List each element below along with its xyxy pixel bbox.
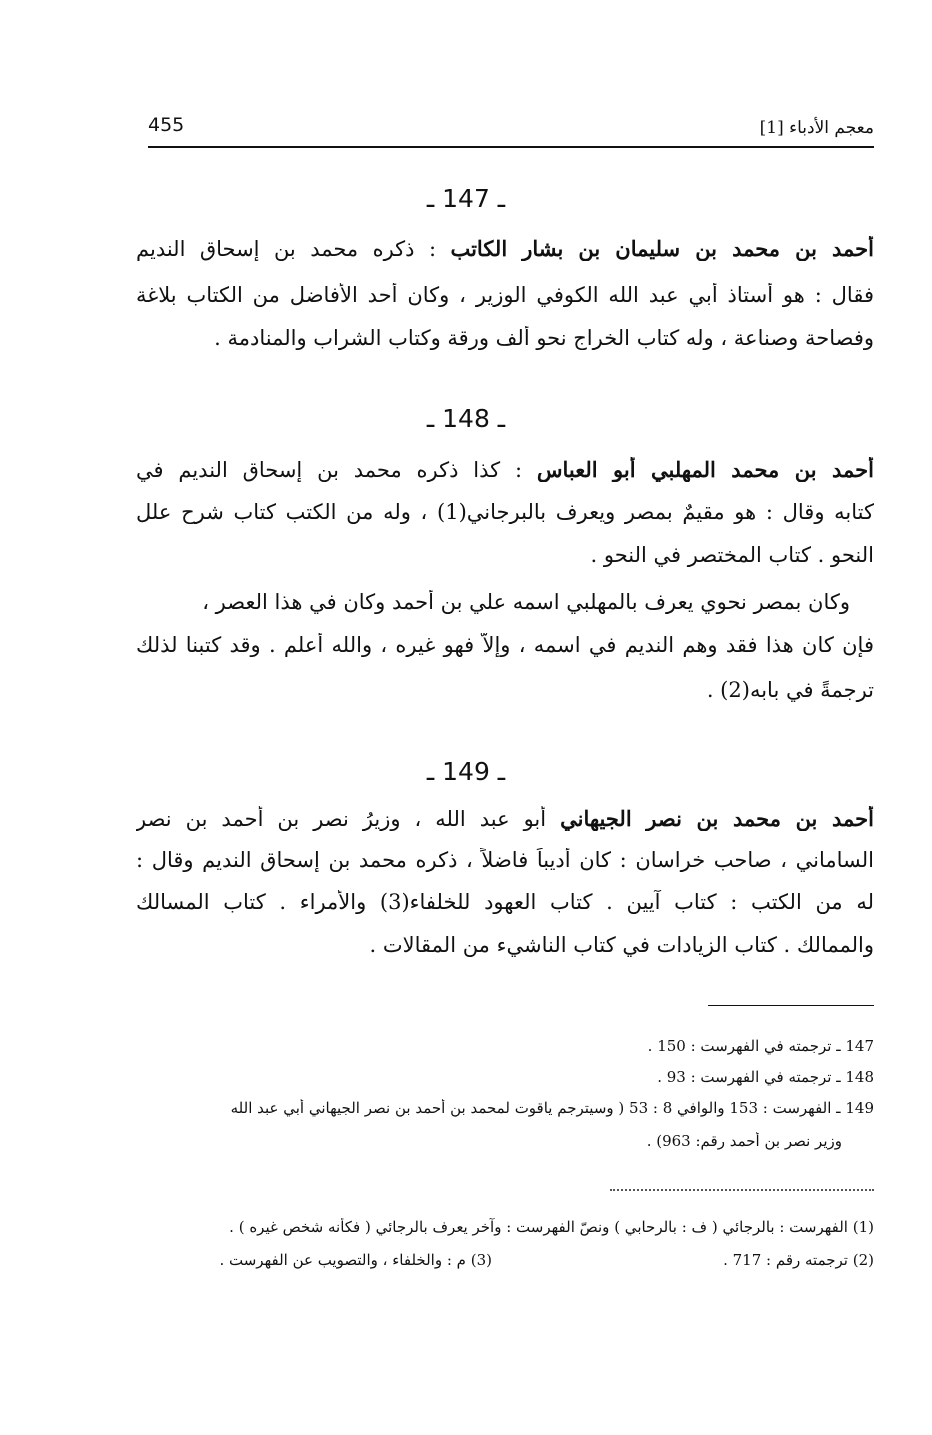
entry-number-149: ـ 149 ـ <box>426 757 506 786</box>
footnote-dotted-rule <box>610 1189 874 1191</box>
page-number: 455 <box>148 114 185 136</box>
entry-148-line-1: أحمد بن محمد المهلبي أبو العباس : كذا ذكره محمد بن إسحاق النديم في <box>136 457 874 482</box>
source-note-147: 147 ـ ترجمته في الفهرست : 150 . <box>647 1037 874 1055</box>
entry-148-line-4: وكان بمصر نحوي يعرف بالمهلبي اسمه علي بن أحمد وكان في هذا العصر ، <box>202 590 850 614</box>
source-note-149: 149 ـ الفهرست : 153 والوافي 8 : 53 ( وسيترجم ياقوت لمحمد بن أحمد بن نصر الجيهاني أبي عبد الله <box>230 1099 874 1117</box>
entry-149-name: أحمد بن محمد بن نصر الجيهاني <box>560 806 874 831</box>
entry-148-line-6: ترجمةً في بابه(2) . <box>706 678 874 702</box>
entry-148-name: أحمد بن محمد المهلبي أبو العباس <box>536 457 874 482</box>
footnote-rule <box>708 1005 874 1006</box>
entry-149-line-3: له من الكتب : كتاب آيين . كتاب العهود للخلفاء(3) والأمراء . كتاب المسالك <box>136 890 874 914</box>
entry-number-147: ـ 147 ـ <box>426 184 506 213</box>
entry-148-line-2: كتابه وقال : هو مقيمٌ بمصر ويعرف بالبرجاني(1) ، وله من الكتب كتاب شرح علل <box>136 500 874 524</box>
entry-149-line-4: والممالك . كتاب الزيادات في كتاب الناشيء من المقالات . <box>369 933 874 957</box>
entry-148-line-3: النحو . كتاب المختصر في النحو . <box>590 543 874 567</box>
footnote-1: (1) الفهرست : بالرجائي ( ف : بالرحابي ) ونصّ الفهرست : وآخر يعرف بالرجائي ( فكأنه شخص غيره ) . <box>229 1218 874 1236</box>
source-note-149-cont: وزير نصر بن أحمد رقم: 963) . <box>646 1132 842 1150</box>
entry-147-line-3: وفصاحة وصناعة ، وله كتاب الخراج نحو ألف ورقة وكتاب الشراب والمنادمة . <box>214 326 874 350</box>
source-note-148: 148 ـ ترجمته في الفهرست : 93 . <box>657 1068 874 1086</box>
entry-147-line-2: فقال : هو أستاذ أبي عبد الله الكوفي الوزير ، وكان أحد الأفاضل من الكتاب بلاغة <box>136 283 874 307</box>
footnote-2: (2) ترجمته رقم : 717 . <box>723 1251 874 1269</box>
entry-149-line-2: الساماني ، صاحب خراسان : كان أديباً فاضلاً ، ذكره محمد بن إسحاق النديم وقال : <box>136 848 874 872</box>
footnote-3: (3) م : والخلفاء ، والتصويب عن الفهرست . <box>219 1251 492 1269</box>
running-title: معجم الأدباء [1] <box>759 118 874 138</box>
header-rule <box>148 146 874 148</box>
entry-148-line-5: فإن كان هذا فقد وهم النديم في اسمه ، وإلاّ فهو غيره ، والله أعلم . وقد كتبنا لذلك <box>136 633 874 657</box>
entry-number-148: ـ 148 ـ <box>426 404 506 433</box>
entry-147-line-1: أحمد بن محمد بن سليمان بن بشار الكاتب : ذكره محمد بن إسحاق النديم <box>136 236 874 261</box>
entry-147-name: أحمد بن محمد بن سليمان بن بشار الكاتب <box>450 236 874 261</box>
entry-149-line-1: أحمد بن محمد بن نصر الجيهاني أبو عبد الله ، وزيرُ نصرِ بن أحمد بن نصر <box>136 806 874 831</box>
